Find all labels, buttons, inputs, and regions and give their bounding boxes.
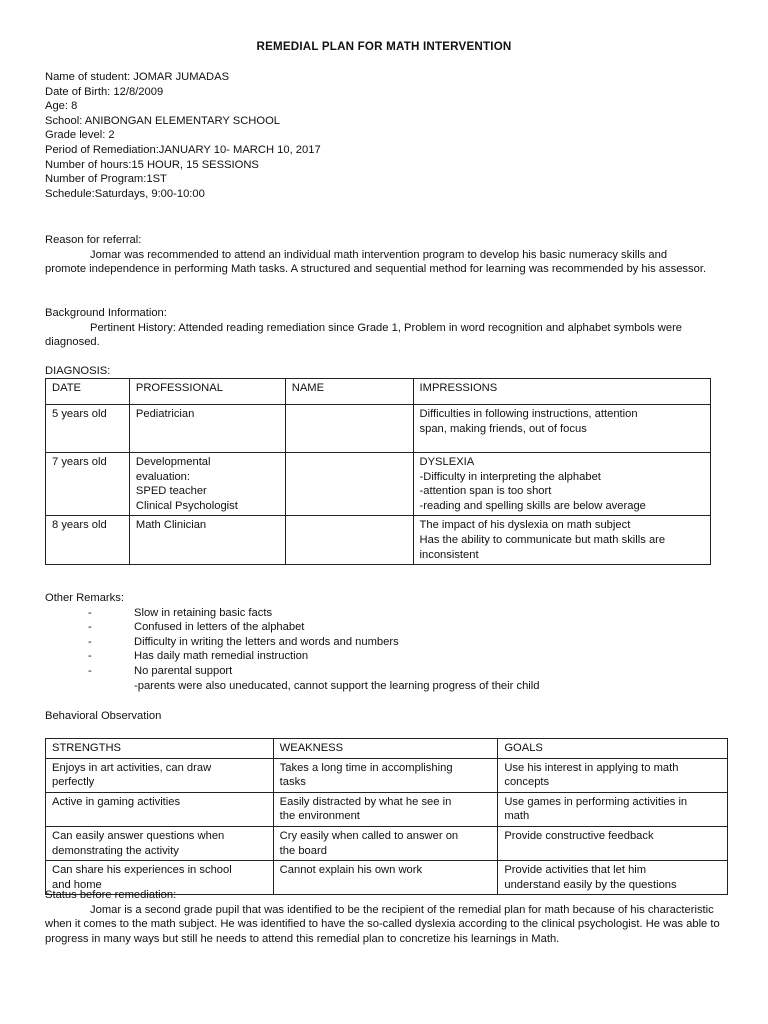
remarks-list [45,606,710,694]
cell-line: Pediatrician [135,408,195,420]
diagnosis-heading: DIAGNOSIS: [45,365,111,377]
cell-line: Math Clinician [135,519,207,532]
diagnosis-name [285,453,413,516]
remark-text: No parental support [134,664,233,677]
cell-line: the board [279,844,327,857]
cell-line: Difficulties in following instructions, attention [419,408,638,420]
cell-line: understand easily by the questions [504,878,677,891]
weakness-cell [273,826,498,860]
behavior-table [45,738,728,895]
weakness-cell [273,758,498,792]
list-item: - Confused in letters of the alphabet [88,621,305,634]
cell-line: tasks [279,776,306,789]
cell-line: Developmental [135,456,211,468]
diagnosis-impressions [413,405,710,453]
status-heading: Status before remediation: [45,889,177,901]
table-row [46,405,711,453]
cell-line: Use games in performing activities in [504,795,688,808]
cell-line: Takes a long time in accomplishing [279,761,453,774]
diagnosis-date: 8 years old [46,516,130,565]
diagnosis-name [285,405,413,453]
behavior-header-strengths: STRENGTHS [46,739,274,759]
referral-heading: Reason for referral: [45,234,142,246]
referral-text: Jomar was recommended to attend an individual math intervention program to develop his basic numeracy skills and promote independence in performing Math tasks. A structured and sequential method for learning was recommended by his assessor. [45,248,707,276]
list-item: - No parental support [88,664,233,677]
status-section [45,888,720,946]
cell-line: The impact of his dyslexia on math subject [419,519,631,532]
cell-line: evaluation: [135,470,191,483]
status-text: Jomar is a second grade pupil that was identified to be the recipient of the remedial plan for math because of his characteristic when it comes to the math subject. He was identified to have the so-called dyslexia according to the clinical psychologist. He was able to progress in many ways but still he needs to attend this remedial plan to concretize his learnings in Math. [45,903,720,945]
diagnosis-impressions [413,516,710,565]
student-info [45,70,725,201]
cell-line: Clinical Psychologist [135,499,238,512]
cell-line: -Difficulty in interpreting the alphabet [419,470,601,483]
remark-text: Confused in letters of the alphabet [134,621,305,634]
strength-cell [46,758,274,792]
document-title: REMEDIAL PLAN FOR MATH INTERVENTION [256,40,512,53]
diagnosis-date: 7 years old [46,453,130,516]
diagnosis-header-name: NAME [285,379,413,405]
background-section [45,306,710,350]
list-item: - Slow in retaining basic facts [88,606,273,619]
diagnosis-header-row [46,379,711,405]
diagnosis-header-professional: PROFESSIONAL [129,379,285,405]
table-row [46,826,728,860]
info-schedule: Schedule:Saturdays, 9:00-10:00 [45,187,205,200]
remark-text: Slow in retaining basic facts [134,606,273,619]
list-item: - Has daily math remedial instruction [88,650,309,663]
diagnosis-professional [129,516,285,565]
cell-line: Use his interest in applying to math [504,761,679,774]
diagnosis-header-date: DATE [46,379,130,405]
referral-section [45,233,710,277]
info-school: School: ANIBONGAN ELEMENTARY SCHOOL [45,114,281,127]
cell-line: the environment [279,810,360,823]
cell-line: Enjoys in art activities, can draw [52,761,212,774]
behavior-header-weakness: WEAKNESS [273,739,498,759]
remark-text: Difficulty in writing the letters and words and numbers [134,635,399,648]
table-row [46,516,711,565]
background-text: Pertinent History: Attended reading remediation since Grade 1, Problem in word recognition and alphabet symbols were diagnosed. [45,321,683,349]
behavior-header-row [46,739,728,759]
diagnosis-name [285,516,413,565]
cell-line: Provide constructive feedback [504,829,654,842]
cell-line: inconsistent [419,548,479,561]
cell-line: Cannot explain his own work [279,864,423,877]
cell-line: Can share his experiences in school [52,864,232,877]
info-hours: Number of hours:15 HOUR, 15 SESSIONS [45,158,259,171]
behavior-header-goals: GOALS [498,739,728,759]
strength-cell [46,792,274,826]
cell-line: Active in gaming activities [52,795,181,808]
diagnosis-professional [129,453,285,516]
info-age: Age: 8 [45,100,78,113]
goal-cell [498,826,728,860]
list-item [45,679,710,694]
cell-line: math [504,810,530,823]
cell-line: demonstrating the activity [52,844,179,857]
cell-line: Provide activities that let him [504,864,647,877]
strength-cell [46,826,274,860]
cell-line: Easily distracted by what he see in [279,795,452,808]
cell-line: and home [52,878,102,891]
info-program-number: Number of Program:1ST [45,173,167,186]
remark-note: -parents were also uneducated, cannot support the learning progress of their child [134,679,540,692]
cell-line: -reading and spelling skills are below average [419,499,646,512]
table-row [46,453,711,516]
diagnosis-header-impressions: IMPRESSIONS [413,379,710,405]
weakness-cell [273,792,498,826]
diagnosis-table [45,378,711,565]
cell-line: DYSLEXIA [419,456,475,468]
diagnosis-professional [129,405,285,453]
goal-cell [498,758,728,792]
table-row [46,792,728,826]
table-row [46,758,728,792]
cell-line: perfectly [52,776,95,789]
diagnosis-impressions [413,453,710,516]
remarks-section [45,591,710,693]
remark-text: Has daily math remedial instruction [134,650,309,663]
info-grade-level: Grade level: 2 [45,129,115,142]
info-period: Period of Remediation:JANUARY 10- MARCH 10, 2017 [45,143,321,156]
info-date-of-birth: Date of Birth: 12/8/2009 [45,85,164,98]
cell-line: -attention span is too short [419,485,552,498]
list-item: - Difficulty in writing the letters and words and numbers [88,635,399,648]
cell-line: span, making friends, out of focus [419,422,587,435]
info-student-name: Name of student: JOMAR JUMADAS [45,71,230,83]
cell-line: Cry easily when called to answer on [279,829,459,842]
goal-cell [498,792,728,826]
cell-line: Can easily answer questions when [52,829,225,842]
behavior-heading: Behavioral Observation [45,710,162,722]
background-heading: Background Information: [45,307,167,319]
cell-line: SPED teacher [135,485,207,498]
cell-line: concepts [504,776,550,789]
diagnosis-date: 5 years old [46,405,130,453]
remarks-heading: Other Remarks: [45,592,124,604]
cell-line: Has the ability to communicate but math skills are [419,533,666,546]
